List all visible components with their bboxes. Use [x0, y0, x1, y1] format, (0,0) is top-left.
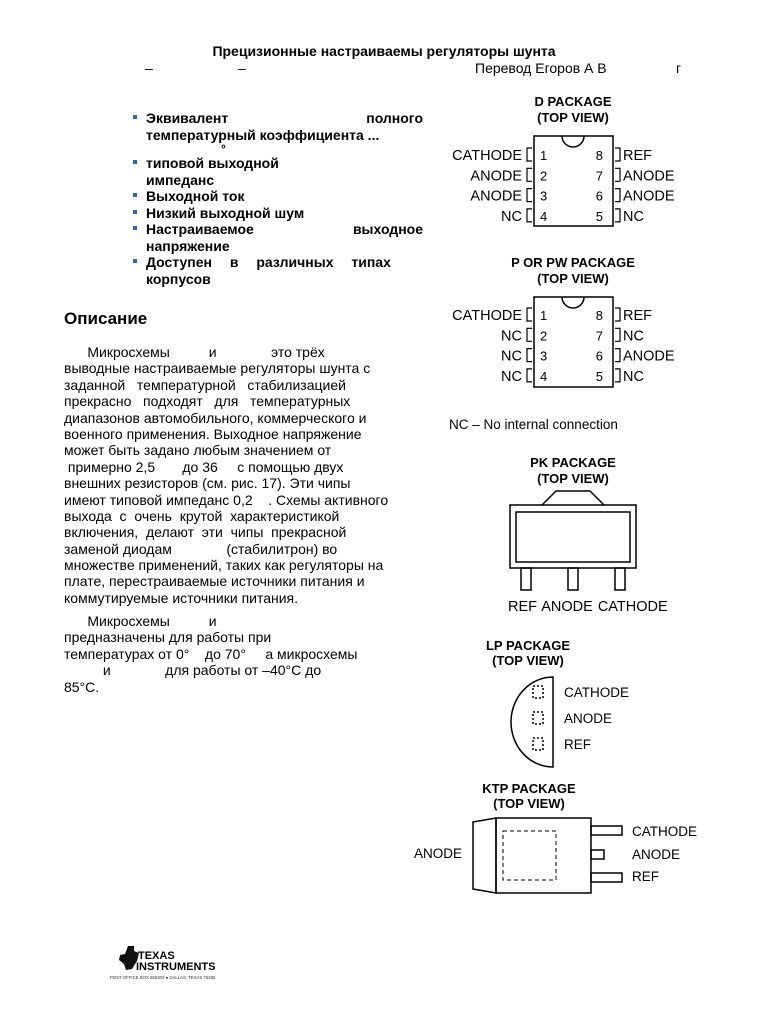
pin-label-right: REF: [623, 308, 652, 324]
feature-list: [133, 110, 423, 287]
pin-stub: [527, 148, 532, 161]
ti-logo: [110, 942, 220, 982]
pk-package-subtitle: (TOP VIEW): [537, 471, 609, 486]
pk-package-outline: [510, 491, 636, 590]
lp-package-subtitle: (TOP VIEW): [492, 653, 564, 668]
pin-number-left: 3: [540, 188, 548, 204]
feature-text: полного: [366, 110, 423, 126]
feature-text: типовой выходной: [146, 155, 279, 171]
pin-number-left: 1: [540, 308, 548, 323]
p-package-pins: [452, 308, 675, 385]
ktp-pin-anode: ANODE: [632, 847, 681, 862]
pin-stub: [527, 328, 532, 341]
pin-number-right: 5: [595, 368, 603, 384]
pin-stub: [527, 308, 532, 321]
paragraph-line: включения, делают эти чипы прекрасной: [64, 524, 347, 541]
pin-number-left: 2: [540, 168, 548, 184]
package-diagrams: [414, 90, 760, 920]
paragraph-line: предназначены для работы при: [64, 629, 272, 646]
feature-text: температурный коэффициента ...: [146, 126, 380, 143]
paragraph-line: заданной температурной стабилизацией: [64, 376, 346, 393]
feature-text: выходное: [352, 221, 423, 237]
year-suffix: г: [676, 60, 682, 76]
paragraph-line: плате, перестраиваемые источники питания и: [64, 573, 365, 590]
subtitle-line: [0, 60, 768, 78]
feature-text: Доступен в различных типах: [146, 254, 391, 270]
paragraph-line: имеют типовой импеданс 0,2 . Схемы активного: [64, 491, 389, 508]
pin-label-left: CATHODE: [452, 148, 522, 164]
pin-label-right: NC: [623, 208, 644, 225]
paragraph-line: примерно 2,5 до 36 с помощью двух: [64, 458, 344, 475]
feature-text: импеданс: [146, 171, 215, 188]
feature-text: Выходной ток: [146, 188, 245, 204]
paragraph-line: заменой диодам (стабилитрон) во: [64, 540, 338, 557]
list-item: [133, 155, 423, 188]
description-paragraph-2: [64, 613, 421, 695]
logo-address: POST OFFICE BOX 655303 ● DALLAS, TEXAS 75265: [110, 975, 216, 980]
description-paragraph-1: [64, 344, 421, 606]
lp-package-title: LP PACKAGE: [485, 638, 571, 653]
pin-stub: [527, 168, 532, 181]
pin-number-right: 7: [595, 168, 603, 184]
paragraph-line: выхода с очень крутой характеристикой: [64, 507, 340, 524]
d-package-subtitle: (TOP VIEW): [537, 110, 609, 125]
paragraph-line: военного применения. Выходное напряжение: [64, 425, 362, 442]
pin-number-left: 4: [540, 208, 548, 224]
list-item: [133, 205, 423, 222]
pin-label-left: ANODE: [470, 168, 522, 185]
pin-number-right: 5: [595, 208, 603, 224]
degree-symbol: °: [221, 142, 226, 156]
pin-stub: [527, 349, 532, 362]
lp-package-outline: [511, 677, 553, 767]
pin-label-left: CATHODE: [452, 308, 522, 324]
lp-pin-cathode: CATHODE: [564, 685, 630, 700]
paragraph-line: множестве применений, таких как регуляторы на: [64, 557, 384, 574]
dash-1: –: [145, 60, 153, 76]
section-heading: Описание: [64, 309, 148, 328]
pin-label-right: NC: [623, 328, 644, 345]
p-package-title: P OR PW PACKAGE: [511, 255, 635, 270]
pin-stub: [615, 349, 620, 362]
feature-text: напряжение: [146, 237, 230, 254]
pin-label-left: NC: [501, 328, 522, 345]
pin-number-left: 1: [540, 148, 548, 163]
pin-stub: [527, 369, 532, 382]
pk-package-title: PK PACKAGE: [530, 455, 616, 470]
pin-label-left: NC: [501, 368, 522, 385]
pin-stub: [615, 209, 620, 222]
paragraph-line: 85°C.: [64, 678, 100, 695]
dash-2: –: [238, 60, 246, 76]
pin-label-right: ANODE: [623, 348, 675, 365]
pin-number-left: 2: [540, 328, 548, 344]
paragraph-line: выводные настраиваемые регуляторы шунта с: [64, 360, 371, 377]
logo-line-2: INSTRUMENTS: [136, 961, 216, 973]
ktp-package-title: KTP PACKAGE: [482, 781, 576, 796]
pin-stub: [527, 189, 532, 202]
pin-stub: [615, 328, 620, 341]
feature-text: корпусов: [146, 270, 211, 287]
paragraph-line: Микросхемы и это трёх: [64, 344, 325, 360]
logo-line-1: TEXAS: [138, 950, 175, 962]
list-item: [133, 188, 423, 205]
ktp-package-outline: [473, 818, 622, 893]
d-package-pins: [452, 148, 675, 225]
pin-label-left: NC: [501, 208, 522, 225]
ktp-pin-ref: REF: [632, 869, 659, 884]
lp-pin-ref: REF: [564, 737, 591, 752]
pin-stub: [527, 209, 532, 222]
paragraph-line: коммутируемые источники питания.: [64, 589, 299, 606]
pin-stub: [615, 148, 620, 161]
page-title: Прецизионные настраиваемы регуляторы шунта: [212, 43, 556, 59]
ktp-package-subtitle: (TOP VIEW): [493, 796, 565, 811]
pin-label-right: ANODE: [623, 168, 675, 185]
pin-number-right: 8: [595, 148, 603, 163]
paragraph-line: прекрасно подходят для температурных: [64, 393, 351, 410]
pin-stub: [615, 369, 620, 382]
pk-pin-labels: REF ANODE CATHODE: [508, 599, 668, 615]
paragraph-line: может быть задано любым значением от: [64, 442, 332, 459]
p-package-subtitle: (TOP VIEW): [537, 271, 609, 286]
pin-stub: [615, 168, 620, 181]
paragraph-line: Микросхемы и: [64, 613, 217, 629]
nc-note: NC – No internal connection: [449, 417, 618, 432]
pin-number-right: 7: [595, 328, 603, 344]
pin-stub: [615, 308, 620, 321]
ktp-left-label: ANODE: [414, 846, 463, 861]
feature-text: Настраиваемое: [146, 221, 254, 237]
list-item: [133, 254, 423, 287]
pin-number-left: 3: [540, 348, 548, 364]
list-item: [133, 221, 423, 254]
pin-label-left: NC: [501, 348, 522, 365]
paragraph-line: диапазонов автомобильного, коммерческого и: [64, 409, 367, 426]
pin-label-right: ANODE: [623, 188, 675, 205]
d-package-title: D PACKAGE: [534, 94, 612, 109]
pin-number-left: 4: [540, 368, 548, 384]
pin-number-right: 6: [595, 188, 603, 204]
lp-pin-anode: ANODE: [564, 711, 613, 726]
translator-credit: Перевод Егоров А В: [475, 60, 607, 76]
ktp-pin-cathode: CATHODE: [632, 824, 698, 839]
pin-number-right: 8: [595, 308, 603, 323]
pin-number-right: 6: [595, 348, 603, 364]
pin-label-right: NC: [623, 368, 644, 385]
feature-text: Эквивалент: [146, 110, 229, 126]
pin-stub: [615, 189, 620, 202]
paragraph-line: и для работы от –40°C до: [64, 662, 322, 679]
list-item: [133, 110, 423, 155]
feature-text: Низкий выходной шум: [146, 204, 305, 221]
paragraph-line: температурах от 0° до 70° а микросхемы: [64, 645, 358, 662]
paragraph-line: внешних резисторов (см. рис. 17). Эти чипы: [64, 475, 351, 492]
pin-label-left: ANODE: [470, 188, 522, 205]
pin-label-right: REF: [623, 148, 652, 164]
